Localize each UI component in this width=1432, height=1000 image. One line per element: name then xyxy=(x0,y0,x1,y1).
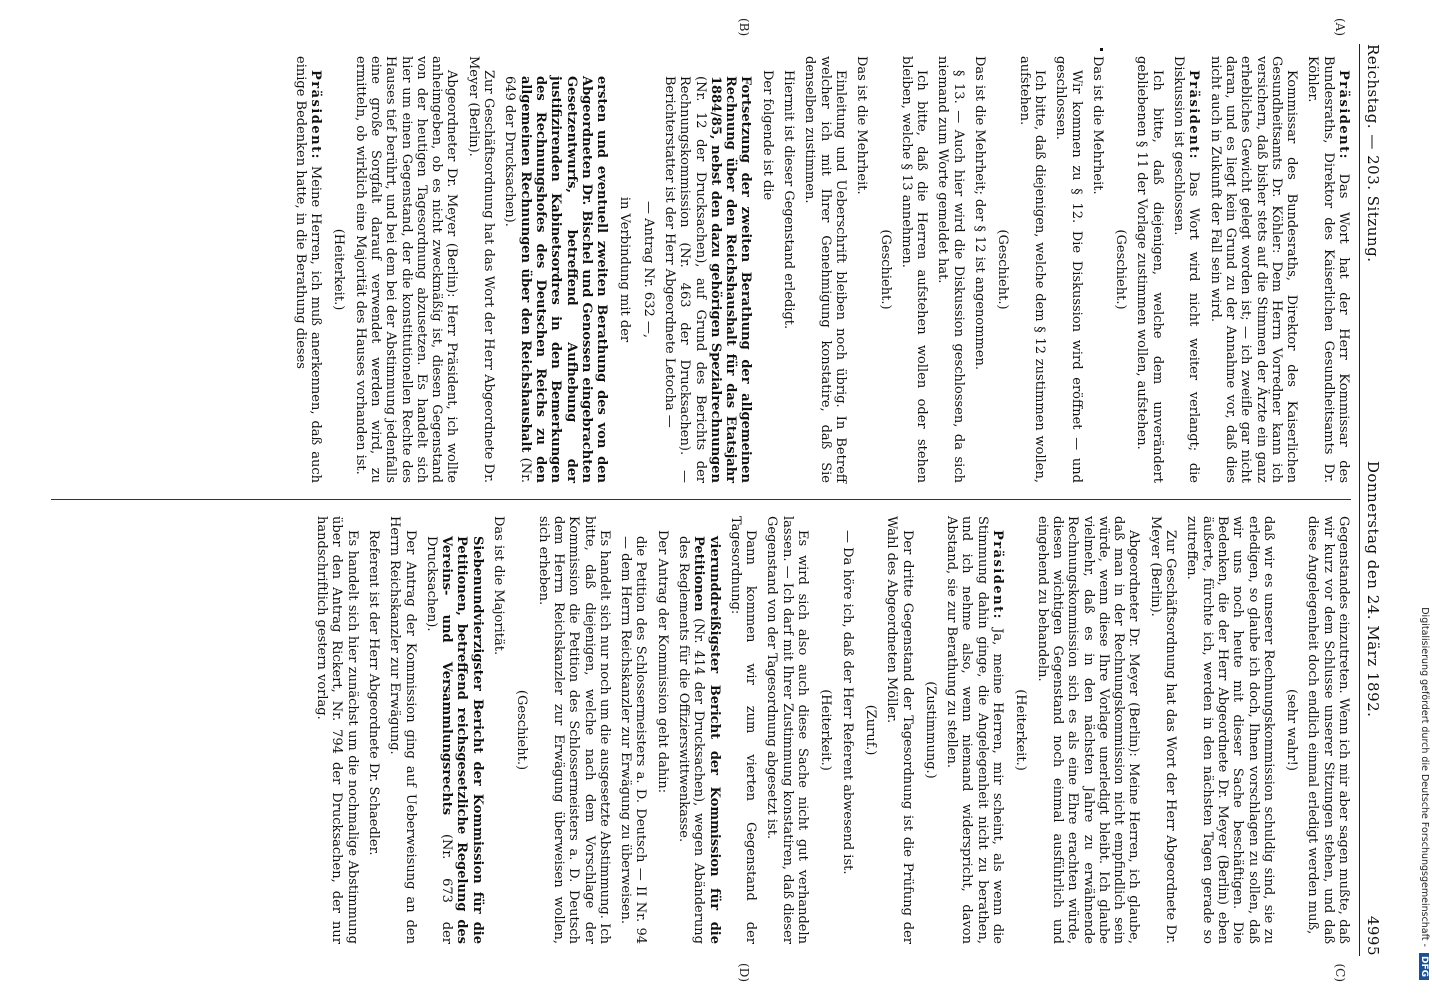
speaker: Abgeordneter Dr. Meyer (Berlin): xyxy=(444,70,460,298)
paragraph: Das ist die Mehrheit. xyxy=(854,56,870,195)
paragraph: Ich bitte, daß diejenigen, welche dem unverändert gebliebenen § 11 der Vorlage zustimmen wollen, aufstehen. xyxy=(1134,56,1165,483)
speaker: Präsident: xyxy=(1186,70,1202,160)
motion-text: die Petition des Schlossermeisters a. D. Deutsch — II Nr. 94 — dem Herrn Reichskanzler zur Erwägung zu überweisen. xyxy=(618,536,649,944)
reaction: (Heiterkeit.) xyxy=(818,689,834,771)
speaker: Abgeordneter Dr. Meyer (Berlin): xyxy=(1126,530,1142,757)
paragraph: Der dritte Gegenstand der Tagesordnung ist die Prüfung der Wahl des Abgeordneten Möller. xyxy=(884,516,915,944)
paragraph: Kommissar des Bundesraths, Direktor des Kaiserlichen Gesundheitsamts Dr. Köhler: Dem Herrn Vorredner kann ich versichern, daß bisher stets auf die Stimmen der Ärzte ein ganz erhebliches Gewicht gelegt worden ist; — ich zweifle gar nicht daran, und es liegt kein Grund zu der Annahme vor, daß dies nicht auch in Zukunft der Fall sein wird. xyxy=(1207,56,1300,483)
reaction: (Geschieht.) xyxy=(514,689,530,771)
running-head xyxy=(1359,44,1416,956)
agenda-item: Siebenundvierzigster Bericht der Kommission für die Petitionen, betreffend reichsgesetzliche Regelung des Vereins- und Versammlungsrechts (Nr. 673 der Drucksachen). xyxy=(423,536,485,944)
paragraph: Zur Geschäftsordnung hat das Wort der Herr Abgeordnete Dr. Meyer (Berlin). xyxy=(465,56,497,483)
speaker: Präsident: xyxy=(1336,70,1351,160)
reaction: (sehr wahr!) xyxy=(1284,689,1300,771)
text-columns xyxy=(51,18,1351,982)
right-column xyxy=(51,500,1351,982)
paragraph: Der folgende ist die xyxy=(759,70,775,201)
paragraph: Präsident: Meine Herren, ich muß anerkennen, daß auch einige Bedenken hatte, in die Berathung dieses xyxy=(292,56,324,484)
paragraph: Präsident: Ja, meine Herren, mir scheint, als wenn die Stimmung dahin ginge, die Angelegenheit nicht zu berathen, und ich nehme also, wenn niemand widerspricht, davon Abstand, sie zur Berathung zu stellen. xyxy=(944,516,1006,944)
margin-marker-d: (D) xyxy=(737,963,751,982)
agenda-item: vierunddreißigster Bericht der Kommission für die Petitionen (Nr. 414 der Drucksachen), wegen Abänderung des Reglements für die Offizierswittwenkasse. xyxy=(676,536,722,944)
running-head-date: Donnerstag den 24. März 1892. xyxy=(1364,460,1382,718)
speaker: Präsident: xyxy=(308,70,324,160)
speaker: Präsident: xyxy=(990,530,1006,620)
paragraph: Es wird sich also auch diese Sache nicht gut verhandeln lassen. — Ich darf mit Ihrer Zustimmung konstatiren, daß dieser Gegenstand von der Tagesordnung abgesetzt ist. xyxy=(764,516,811,944)
paragraph: Wir kommen zu § 12. Die Diskussion wird eröffnet — und geschlossen. xyxy=(1053,56,1084,483)
margin-marker-a: (A) xyxy=(1333,18,1347,37)
paragraph: § 13. — Auch hier wird die Diskussion geschlossen, da sich niemand zum Worte gemeldet hat. xyxy=(935,56,966,483)
agenda-title: Siebenundvierzigster Bericht der Kommission für die Petitionen, betreffend reichsgesetzliche Regelung des Vereins- und Versammlungsrechts xyxy=(439,536,485,944)
paragraph: Hiermit ist dieser Gegenstand erledigt. xyxy=(781,70,797,330)
paragraph: Der Antrag der Kommission ging auf Ueberweisung an den Herrn Reichskanzler zur Erwägung. xyxy=(387,516,418,944)
digitization-note xyxy=(1416,20,1430,980)
paragraph: Das ist die Mehrheit; der § 12 ist angenommen. xyxy=(972,56,988,371)
paragraph: Referent ist der Herr Abgeordnete Dr. Schaedler. xyxy=(365,530,381,856)
digitization-note-text: Digitalisierung gefördert durch die Deutsche Forschungsgemeinschaft - xyxy=(1419,607,1430,947)
running-head-left: Reichstag. — 203. Sitzung. xyxy=(1364,44,1382,263)
paragraph: Gegenstandes einzutreten. Wenn ich mir aber sagen mußte, daß wir kurz vor dem Schlusse unserer Sitzungen stehen, und daß diese Angelegenheit doch endlich einmal erledigt werden muß, xyxy=(1305,516,1351,944)
paragraph: Ich bitte, daß diejenigen, welche dem § 12 zustimmen wollen, aufstehen. xyxy=(1016,56,1047,483)
reaction: (Zustimmung.) xyxy=(922,681,938,779)
paragraph: Präsident: Das Wort wird nicht weiter verlangt; die Diskussion ist geschlossen. xyxy=(1171,56,1202,483)
speaker: Kommissar des Bundesraths, Direktor des Kaiserlichen Gesundheitsamts Dr. Köhler: xyxy=(1268,56,1300,483)
reaction: (Geschieht.) xyxy=(995,229,1011,310)
paragraph: Dann kommen wir zum vierten Gegenstand der Tagesordnung: xyxy=(727,516,759,944)
reaction: (Zuruf.) xyxy=(862,704,878,756)
paragraph: Zur Geschäftsordnung hat das Wort der Herr Abgeordnete Dr. Meyer (Berlin). xyxy=(1147,516,1179,944)
paragraph: Das ist die Majorität. xyxy=(491,516,507,656)
reaction: (Heiterkeit.) xyxy=(1013,689,1029,771)
reaction: (Geschieht.) xyxy=(1113,229,1129,310)
agenda-title: Fortsetzung der zweiten Berathung der allgemeinen Rechnung über den Reichshaushalt für das Etatsjahr 1884/85, nebst den dazu gehörigen Spezialrechnungen xyxy=(707,76,754,483)
paragraph: Es handelt sich nur noch um die ausgesetzte Abstimmung. Ich bitte, daß diejenigen, welche nach dem Vorschlage der Kommission die Petition des Schlossermeisters a. D. Deutsch dem Herrn Reichskanzler zur Erwägung überweisen wollen, sich erheben. xyxy=(535,516,612,944)
paragraph: daß wir es unserer Rechnungskommission schuldig sind, sie zu erledigen, so glaube ich doch, Ihnen vorschlagen zu sollen, daß wir uns noch heute mit dieser Sache beschäftigen. Die Bedenken, die der Herr Abgeordnete Dr. Meyer (Berlin) eben äußerte, fürchte ich, werden in den nächsten Tagen gerade so zutreffen. xyxy=(1184,516,1276,944)
paragraph: Präsident: Das Wort hat der Herr Kommissar des Bundesraths, Direktor des Kaiserlichen Gesundheitsamts Dr. Köhler. xyxy=(1305,56,1351,483)
agenda-title: vierunddreißigster Bericht der Kommission für die Petitionen xyxy=(691,536,722,944)
paragraph: in Verbindung mit der xyxy=(617,196,633,343)
agenda-title: ersten und eventuell zweiten Berathung des von den Abgeordneten Dr. Bischel und Genossen eingebrachten Gesetzentwurfs, betreffend Aufhebung der justifizirenden Kabinetsordres in den Bemerkungen des Rechnungshofes des Deutschen Reichs zu den allgemeinen Rechnungen über den Reichshaushalt xyxy=(517,76,610,483)
agenda-item: ersten und eventuell zweiten Berathung des von den Abgeordneten Dr. Bischel und Genossen eingebrachten Gesetzentwurfs, betreffend Aufhebung der justifizirenden Kabinetsordres in den Bemerkungen des Rechnungshofes des Deutschen Reichs zu den allgemeinen Rechnungen über den Reichshaushalt (Nr. 649 der Drucksachen). xyxy=(502,76,610,483)
paragraph: Abgeordneter Dr. Meyer (Berlin): Herr Präsident, ich wollte anheimgeben, ob es nicht zweckmäßig ist, diesen Gegenstand von der heutigen Tagesordnung abzusetzen. Es handelt sich hier um einen Gegenstand, der die konstitutionellen Rechte des Hauses tief berührt, und bei dem bei der Abstimmung jedenfalls eine große Sorgfalt darauf verwendet werden wird, zu ermitteln, ob wirklich eine Majorität des Hauses vorhanden ist. xyxy=(352,56,460,484)
reaction: (Geschieht.) xyxy=(877,229,893,310)
scanned-page xyxy=(16,20,1416,980)
paragraph: — Da höre ich, daß der Herr Referent abwesend ist. xyxy=(839,530,855,875)
agenda-item: Fortsetzung der zweiten Berathung der allgemeinen Rechnung über den Reichshaushalt für das Etatsjahr 1884/85, nebst den dazu gehörigen Spezialrechnungen (Nr. 12 der Drucksachen), auf Grund des Berichts der Rechnungskommission (Nr. 463 der Drucksachen). — Berichterstatter ist der Herr Abgeordnete Letocha — xyxy=(662,76,754,483)
paragraph: Ich bitte, daß die Herren aufstehen wollen oder stehen bleiben, welche § 13 annehmen. xyxy=(898,56,930,483)
paragraph: — Antrag Nr. 632 —, xyxy=(640,200,656,339)
paragraph: Das ist die Mehrheit. xyxy=(1089,56,1105,195)
paragraph: Abgeordneter Dr. Meyer (Berlin): Meine Herren, ich glaube, daß man in der Rechnungskommission nicht empfindlich sein würde, wenn diese Ihre Vorlage unerledigt bleibt. Ich glaube vielmehr, daß es in den nächsten Jahre zu erwähnende Rechnungskommission sich es als eine Ehre erachten würde, diesen wichtigen Gegenstand noch einmal ausführlich und eingehend zu behandeln. xyxy=(1034,516,1142,945)
margin-marker-c: (C) xyxy=(1333,963,1347,982)
reaction: (Heiterkeit.) xyxy=(331,228,347,311)
margin-marker-b: (B) xyxy=(737,18,751,37)
paragraph: Der Antrag der Kommission geht dahin: xyxy=(654,530,670,794)
page-number: 4995 xyxy=(1364,915,1382,956)
paragraph: Einleitung und Ueberschrift bleiben noch übrig. In Betreff welcher ich mit Ihrer Genehmigung konstatire, daß Sie denselben zustimmen. xyxy=(802,56,848,483)
dfg-logo: DFG xyxy=(1419,953,1429,980)
left-column xyxy=(51,18,1351,500)
paragraph: Es handelt sich hier zunächst um die nochmalige Abstimmung über den Antrag Rickert, Nr. 794 der Drucksachen, der nur handschriftlich gestern vorlag. xyxy=(314,516,360,944)
